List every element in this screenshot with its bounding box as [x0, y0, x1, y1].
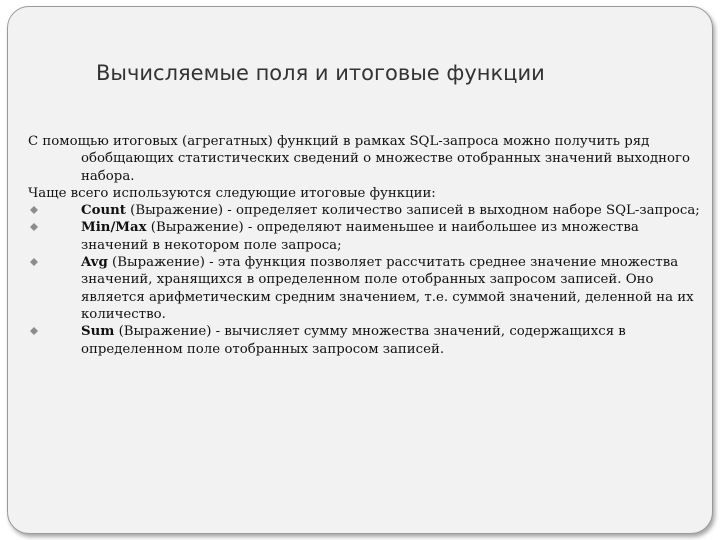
function-name: Avg [81, 255, 108, 271]
function-list [28, 202, 700, 358]
function-description: (Выражение) - вычисляет сумму множества значений, содержащихся в определенном поле отобранных запросом записей. [81, 324, 626, 357]
list-item [28, 254, 700, 323]
diamond-bullet-icon [30, 327, 38, 335]
function-name: Count [81, 203, 126, 219]
list-item [28, 202, 700, 219]
diamond-bullet-icon [30, 206, 38, 214]
intro-paragraph: С помощью итоговых (агрегатных) функций в рамках SQL-запроса можно получить ряд обобщающих статистических сведений о множестве отобранных значений выходного набора. [28, 134, 691, 184]
list-item [28, 219, 700, 254]
diamond-bullet-icon [30, 223, 38, 231]
function-description: (Выражение) - определяют наименьшее и наибольшее из множества значений в некотором поле запроса; [81, 220, 639, 253]
slide-body [28, 133, 700, 358]
diamond-bullet-icon [30, 258, 38, 266]
function-description: (Выражение) - эта функция позволяет рассчитать среднее значение множества значений, хранящихся в определенном поле отобранных запросом записей. Оно является арифметическим средним значением, т.е. суммой значений, деленной на их количество. [81, 255, 694, 322]
function-name: Min/Max [81, 220, 147, 236]
slide-title: Вычисляемые поля и итоговые функции [96, 61, 545, 85]
slide-panel [7, 6, 713, 534]
list-item [28, 323, 700, 358]
function-description: (Выражение) - определяет количество записей в выходном наборе SQL-запроса; [125, 203, 700, 219]
lead-paragraph: Чаще всего используются следующие итоговые функции: [28, 185, 436, 201]
function-name: Sum [81, 324, 115, 340]
